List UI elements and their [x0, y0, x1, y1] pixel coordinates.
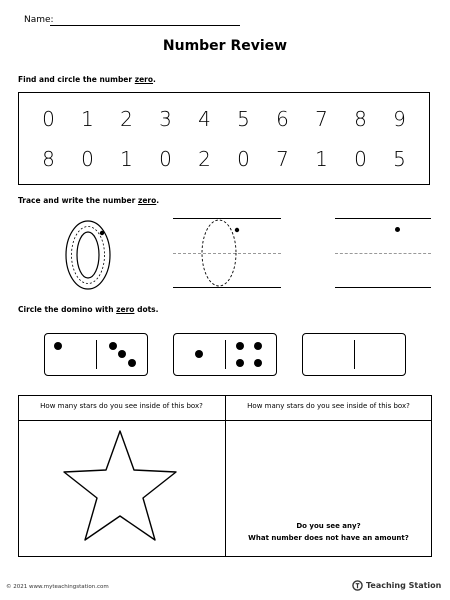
number-cell[interactable]: 0	[42, 107, 55, 131]
domino-dot	[109, 342, 117, 350]
domino-dot	[236, 359, 244, 367]
write-top-line	[335, 218, 431, 219]
number-cell[interactable]: 9	[393, 107, 406, 131]
number-cell[interactable]: 2	[198, 147, 211, 171]
write-mid-line	[335, 253, 431, 254]
answer-question-1: Do you see any?	[296, 522, 361, 530]
name-label: Name:	[24, 15, 54, 25]
number-cell[interactable]: 6	[276, 107, 289, 131]
copyright-text: © 2021 www.myteachingstation.com	[6, 584, 109, 590]
domino-dot	[195, 350, 203, 358]
trace-write-instruction	[18, 196, 159, 205]
number-cell[interactable]: 0	[81, 147, 94, 171]
find-circle-instruction	[18, 75, 156, 84]
domino-1-3[interactable]	[44, 333, 148, 376]
number-cell[interactable]: 5	[237, 107, 250, 131]
number-cell[interactable]: 7	[276, 147, 289, 171]
page-title: Number Review	[162, 38, 288, 54]
write-bottom-line	[335, 287, 431, 288]
instruction-suffix: dots.	[134, 305, 159, 314]
number-cell[interactable]: 1	[81, 107, 94, 131]
brand-text: Teaching Station	[366, 581, 442, 590]
brand-logo	[352, 580, 441, 591]
star-icon	[60, 428, 180, 546]
number-cell[interactable]: 8	[42, 147, 55, 171]
number-cell[interactable]: 3	[159, 107, 172, 131]
instruction-keyword: zero	[134, 75, 154, 84]
number-cell[interactable]: 1	[120, 147, 133, 171]
instruction-suffix: .	[156, 196, 160, 205]
number-cell[interactable]: 0	[354, 147, 367, 171]
instruction-text: Find and circle the number	[18, 75, 135, 84]
number-cell[interactable]: 7	[315, 107, 328, 131]
domino-0-0[interactable]	[302, 333, 406, 376]
teaching-station-icon	[352, 580, 363, 591]
number-cell[interactable]: 0	[159, 147, 172, 171]
outline-zero-tracing	[58, 215, 118, 295]
instruction-text: Trace and write the number	[18, 196, 138, 205]
domino-dot	[128, 359, 136, 367]
domino-1-4[interactable]	[173, 333, 277, 376]
domino-instruction	[18, 305, 159, 314]
instruction-keyword: zero	[116, 305, 135, 314]
number-row-2	[19, 147, 429, 171]
domino-dot	[54, 342, 62, 350]
number-row-1	[19, 107, 429, 131]
number-box	[18, 92, 430, 185]
domino-dot	[254, 342, 262, 350]
question-left: How many stars do you see inside of this box?	[40, 402, 203, 410]
question-right: How many stars do you see inside of this box?	[247, 402, 410, 410]
number-cell[interactable]: 4	[198, 107, 211, 131]
instruction-keyword: zero	[137, 196, 157, 205]
instruction-text: Circle the domino with	[18, 305, 117, 314]
grid-header-divider	[19, 420, 431, 421]
domino-divider	[225, 340, 226, 369]
name-line[interactable]	[50, 25, 240, 26]
domino-dot	[118, 350, 126, 358]
number-cell[interactable]: 2	[120, 107, 133, 131]
number-cell[interactable]: 5	[393, 147, 406, 171]
answer-question-2: What number does not have an amount?	[248, 534, 409, 542]
instruction-suffix: .	[153, 75, 156, 84]
domino-divider	[354, 340, 355, 369]
dotted-zero-tracing[interactable]	[195, 215, 245, 290]
number-cell[interactable]: 0	[237, 147, 250, 171]
number-cell[interactable]: 8	[354, 107, 367, 131]
domino-dot	[236, 342, 244, 350]
write-start-dot[interactable]	[395, 227, 400, 232]
domino-divider	[96, 340, 97, 369]
domino-dot	[254, 359, 262, 367]
number-cell[interactable]: 1	[315, 147, 328, 171]
